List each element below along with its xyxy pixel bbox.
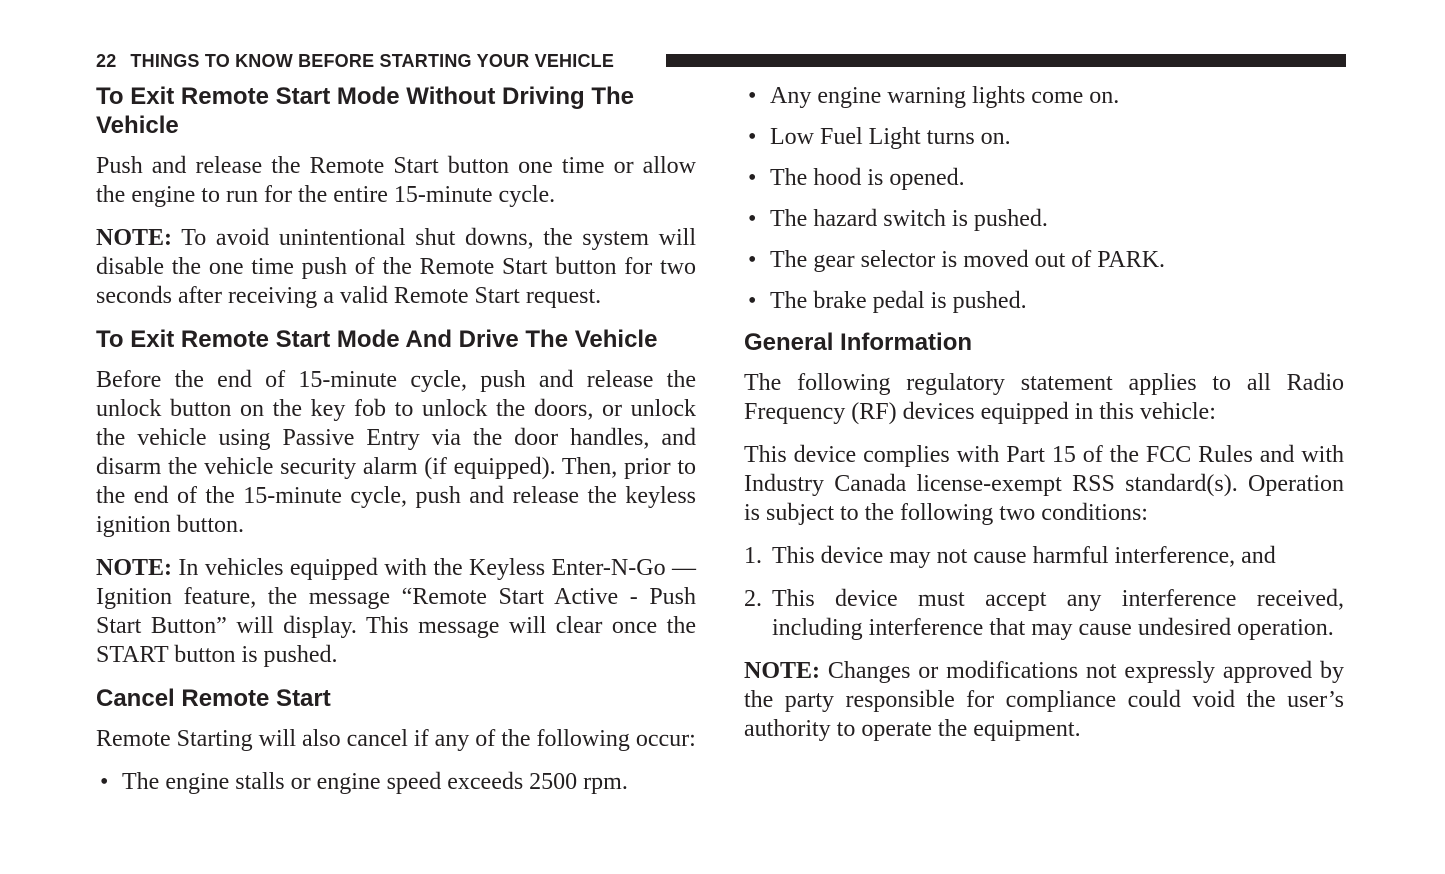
list-item [744, 205, 1344, 234]
list-item-text: The gear selector is moved out of PARK. [770, 247, 1166, 273]
paragraph-fcc-compliance: This device complies with Part 15 of the FCC Rules and with Industry Canada license-exempt RSS standard(s). Operation is subject to the following two conditions: [744, 442, 1344, 526]
list-item [96, 768, 696, 797]
bullet-icon: • [748, 124, 757, 150]
list-item-text: The engine stalls or engine speed exceeds 2500 rpm. [122, 769, 628, 795]
page-header [96, 50, 1346, 72]
heading-general-information: General Information [744, 329, 973, 356]
cancel-list-right [744, 82, 1344, 316]
page-number: 22 [96, 51, 117, 71]
note-keyless [96, 554, 696, 670]
cancel-list-left [96, 768, 696, 797]
list-item-text: This device may not cause harmful interference, and [772, 543, 1276, 569]
heading-exit-and-drive: To Exit Remote Start Mode And Drive The Vehicle [96, 326, 658, 353]
right-column [744, 82, 1344, 758]
paragraph-exit-without-driving: Push and release the Remote Start button one time or allow the engine to run for the entire 15-minute cycle. [96, 153, 696, 208]
note-shutdown [96, 224, 696, 311]
list-item-text: This device must accept any interference received, including interference that may cause undesired operation. [772, 586, 1344, 641]
list-item [744, 82, 1344, 111]
bullet-icon: • [748, 247, 757, 273]
list-item-text: Low Fuel Light turns on. [770, 124, 1011, 150]
list-number: 2. [744, 586, 762, 612]
paragraph-regulatory-statement: The following regulatory statement applies to all Radio Frequency (RF) devices equipped in this vehicle: [744, 370, 1344, 425]
note-text: To avoid unintentional shut downs, the system will disable the one time push of the Remote Start button for two seconds after receiving a valid Remote Start request. [96, 225, 696, 309]
list-item-text: Any engine warning lights come on. [770, 83, 1120, 109]
bullet-icon: • [748, 206, 757, 232]
list-item [744, 542, 1344, 571]
note-text: In vehicles equipped with the Keyless Enter-N-Go — Ignition feature, the message “Remote Start Active - Push Start Button” will display. This message will clear once the START button is pushed. [96, 555, 696, 668]
conditions-list [744, 542, 1344, 643]
paragraph-exit-and-drive: Before the end of 15-minute cycle, push and release the unlock button on the key fob to unlock the doors, or unlock the vehicle using Passive Entry via the door handles, and disarm the vehicle security alarm (if equipped). Then, prior to the end of the 15-minute cycle, push and release the keyless ignition button. [96, 367, 696, 538]
paragraph-cancel-conditions: Remote Starting will also cancel if any of the following occur: [96, 726, 696, 752]
list-item-text: The hood is opened. [770, 165, 965, 191]
list-item-text: The hazard switch is pushed. [770, 206, 1048, 232]
list-item [744, 585, 1344, 643]
section-title: THINGS TO KNOW BEFORE STARTING YOUR VEHICLE [130, 51, 615, 71]
left-column [96, 82, 696, 809]
bullet-icon: • [100, 769, 109, 795]
bullet-icon: • [748, 83, 757, 109]
list-item [744, 287, 1344, 316]
header-rule [666, 54, 1346, 67]
note-label: NOTE: [96, 555, 173, 581]
list-item-text: The brake pedal is pushed. [770, 288, 1027, 314]
heading-exit-without-driving: To Exit Remote Start Mode Without Driving The Vehicle [96, 83, 635, 139]
running-header [96, 51, 614, 72]
list-item [744, 123, 1344, 152]
heading-cancel-remote-start: Cancel Remote Start [96, 685, 331, 712]
note-label: NOTE: [744, 658, 821, 684]
note-modifications [744, 657, 1344, 744]
list-item [744, 246, 1344, 275]
list-item [744, 164, 1344, 193]
note-label: NOTE: [96, 225, 173, 251]
note-text: Changes or modifications not expressly approved by the party responsible for compliance could void the user’s authority to operate the equipment. [744, 658, 1344, 742]
list-number: 1. [744, 543, 762, 569]
bullet-icon: • [748, 165, 757, 191]
bullet-icon: • [748, 288, 757, 314]
